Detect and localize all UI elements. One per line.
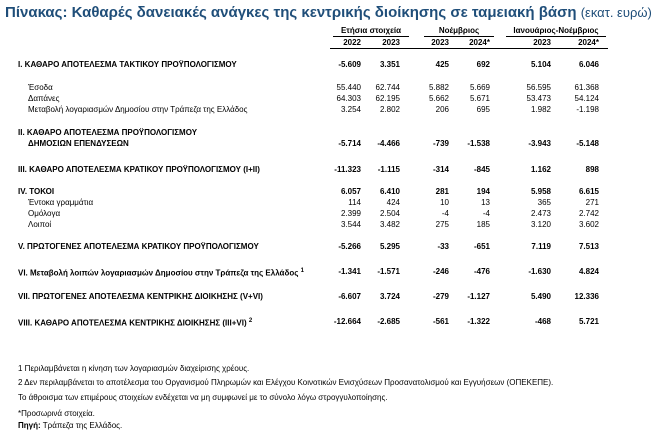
- header-jan-nov: Ιανουάριος-Νοέμβριος: [513, 26, 599, 35]
- cell: 5.104: [530, 60, 551, 69]
- row-label: [18, 316, 252, 329]
- row-label: V. ΠΡΩΤΟΓΕΝΕΣ ΑΠΟΤΕΛΕΣΜΑ ΚΡΑΤΙΚΟΥ ΠΡΟΫΠΟΛΟΓΙΣΜΟΥ: [18, 242, 259, 251]
- cell: 5.721: [578, 317, 599, 326]
- cell: 6.410: [379, 187, 400, 196]
- cell: 2.473: [530, 209, 551, 218]
- cell: -1.571: [377, 267, 400, 276]
- cell: 365: [537, 198, 551, 207]
- cell: 3.254: [340, 105, 361, 114]
- cell: -1.127: [467, 292, 490, 301]
- rounding-note: Το άθροισμα των επιμέρους στοιχείων ενδέχεται να μη συμφωνεί με το σύνολο λόγω στρογγυλοποίησης.: [18, 393, 388, 402]
- cell: 4.824: [578, 267, 599, 276]
- table-row-expenses: [0, 93, 666, 104]
- year-header: 2023: [431, 38, 449, 47]
- cell: -1.341: [338, 267, 361, 276]
- cell: 1.162: [530, 165, 551, 174]
- cell: 6.057: [340, 187, 361, 196]
- row-label: [18, 266, 304, 279]
- table-row-bonds: [0, 208, 666, 219]
- cell: -1.115: [377, 165, 400, 174]
- cell: 281: [435, 187, 449, 196]
- cell: 424: [386, 198, 400, 207]
- cell: 6.046: [578, 60, 599, 69]
- cell: 2.742: [578, 209, 599, 218]
- cell: 54.124: [574, 94, 599, 103]
- cell: 3.351: [379, 60, 400, 69]
- cell: 2.504: [379, 209, 400, 218]
- table-row-I: [0, 59, 666, 70]
- cell: 3.602: [578, 220, 599, 229]
- cell: -33: [437, 242, 449, 251]
- header-november: Νοέμβριος: [438, 26, 480, 35]
- cell: -4: [441, 209, 449, 218]
- cell: 185: [476, 220, 490, 229]
- cell: 10: [440, 198, 449, 207]
- table-row-II-label: [0, 127, 666, 138]
- footnote-2: 2 Δεν περιλαμβάνεται το αποτέλεσμα του Οργανισμού Πληρωμών και Ελέγχου Κοινοτικών Ενισχύσεων Προσανατολισμού και Εγγυήσεων (ΟΠΕΚΕΠΕ).: [18, 378, 554, 387]
- row-label: IV. ΤΟΚΟΙ: [18, 187, 55, 196]
- row-label: VII. ΠΡΩΤΟΓΕΝΕΣ ΑΠΟΤΕΛΕΣΜΑ ΚΕΝΤΡΙΚΗΣ ΔΙΟΙΚΗΣΗΣ (V+VI): [18, 292, 263, 301]
- page-title: [5, 4, 652, 21]
- cell: 3.544: [340, 220, 361, 229]
- cell: 271: [585, 198, 599, 207]
- table-row-VII: [0, 291, 666, 302]
- cell: -12.664: [333, 317, 361, 326]
- cell: 692: [476, 60, 490, 69]
- table-row-VIII: [0, 316, 666, 327]
- table-row-IV: [0, 186, 666, 197]
- cell: -2.685: [377, 317, 400, 326]
- cell: 3.724: [379, 292, 400, 301]
- table-row-III: [0, 164, 666, 175]
- cell: 62.195: [375, 94, 400, 103]
- row-label: Ομόλογα: [28, 209, 61, 218]
- header-underline-annual: [333, 36, 409, 37]
- footnote-mark: 1: [300, 268, 304, 274]
- table-row-other: [0, 219, 666, 230]
- row-label-text: VIII. ΚΑΘΑΡΟ ΑΠΟΤΕΛΕΣΜΑ ΚΕΝΤΡΙΚΗΣ ΔΙΟΙΚΗΣΗΣ (III+VI): [18, 318, 247, 328]
- cell: 5.958: [530, 187, 551, 196]
- cell: -561: [432, 317, 449, 326]
- footnote-1: 1 Περιλαμβάνεται η κίνηση των λογαριασμών διαχείρισης χρέους.: [18, 364, 250, 373]
- cell: 898: [585, 165, 599, 174]
- year-header: 2022: [343, 38, 361, 47]
- cell: 5.295: [379, 242, 400, 251]
- cell: 5.882: [428, 83, 449, 92]
- cell: -3.943: [528, 139, 551, 148]
- cell: 695: [476, 105, 490, 114]
- table-row-tbills: [0, 197, 666, 208]
- cell: 2.802: [379, 105, 400, 114]
- row-label: III. ΚΑΘΑΡΟ ΑΠΟΤΕΛΕΣΜΑ ΚΡΑΤΙΚΟΥ ΠΡΟΫΠΟΛΟΓΙΣΜΟΥ (I+II): [18, 165, 260, 174]
- cell: -1.630: [528, 267, 551, 276]
- cell: 114: [348, 198, 361, 207]
- cell: 3.120: [530, 220, 551, 229]
- cell: 425: [435, 60, 449, 69]
- cell: 64.303: [336, 94, 361, 103]
- row-label: Μεταβολή λογαριασμών Δημοσίου στην Τράπεζα της Ελλάδος: [28, 105, 248, 114]
- cell: 56.595: [526, 83, 551, 92]
- cell: -4.466: [377, 139, 400, 148]
- cell: 5.490: [530, 292, 551, 301]
- cell: -314: [432, 165, 449, 174]
- cell: 6.615: [578, 187, 599, 196]
- cell: 2.399: [340, 209, 361, 218]
- cell: 61.368: [574, 83, 599, 92]
- year-header: 2024*: [469, 38, 490, 47]
- table-row-account-change: [0, 104, 666, 115]
- cell: 5.669: [469, 83, 490, 92]
- source-text: Τράπεζα της Ελλάδος.: [40, 421, 123, 430]
- table-row-II: [0, 138, 666, 149]
- header-annual: Ετήσια στοιχεία: [340, 26, 402, 35]
- cell: -5.609: [338, 60, 361, 69]
- cell: -476: [473, 267, 490, 276]
- cell: -5.714: [338, 139, 361, 148]
- row-label: Λοιποί: [28, 220, 52, 229]
- source-label: Πηγή:: [18, 421, 41, 430]
- cell: -1.538: [467, 139, 490, 148]
- title-text: Πίνακας: Καθαρές δανειακές ανάγκες της κεντρικής διοίκησης σε ταμειακή βάση: [5, 4, 577, 21]
- cell: 12.336: [574, 292, 599, 301]
- row-label: Έσοδα: [28, 83, 53, 92]
- row-label: Δαπάνες: [28, 94, 60, 103]
- cell: 13: [481, 198, 490, 207]
- table-row-VI: [0, 266, 666, 277]
- year-header: 2023: [382, 38, 400, 47]
- cell: 53.473: [526, 94, 551, 103]
- row-label: II. ΚΑΘΑΡΟ ΑΠΟΤΕΛΕΣΜΑ ΠΡΟΫΠΟΛΟΓΙΣΜΟΥ: [18, 128, 198, 137]
- cell: -246: [432, 267, 449, 276]
- cell: 5.671: [469, 94, 490, 103]
- table-row-revenue: [0, 82, 666, 93]
- unit-label: (εκατ. ευρώ): [580, 5, 652, 20]
- cell: 1.982: [530, 105, 551, 114]
- cell: 275: [435, 220, 449, 229]
- cell: 206: [435, 105, 449, 114]
- cell: 194: [476, 187, 490, 196]
- cell: -6.607: [338, 292, 361, 301]
- header-bottom-rule: [330, 48, 608, 49]
- cell: -1.198: [576, 105, 599, 114]
- year-header: 2024*: [578, 38, 599, 47]
- footnote-mark: 2: [248, 318, 253, 324]
- header-underline-jan-nov: [506, 36, 606, 37]
- row-label-text: VI. Μεταβολή λοιπών λογαριασμών Δημοσίου στην Τράπεζα της Ελλάδος: [18, 268, 299, 278]
- cell: 7.119: [531, 242, 551, 251]
- cell: -279: [432, 292, 449, 301]
- table-row-V: [0, 241, 666, 252]
- cell: -468: [534, 317, 551, 326]
- cell: -651: [473, 242, 490, 251]
- header-underline-november: [424, 36, 494, 37]
- row-label-line2: ΔΗΜΟΣΙΩΝ ΕΠΕΝΔΥΣΕΩΝ: [28, 139, 129, 148]
- cell: -11.323: [334, 165, 361, 174]
- cell: -845: [473, 165, 490, 174]
- cell: 62.744: [375, 83, 400, 92]
- provisional-note: *Προσωρινά στοιχεία.: [18, 409, 95, 418]
- row-label: I. ΚΑΘΑΡΟ ΑΠΟΤΕΛΕΣΜΑ ΤΑΚΤΙΚΟΥ ΠΡΟΫΠΟΛΟΓΙΣΜΟΥ: [18, 60, 237, 69]
- cell: 7.513: [578, 242, 599, 251]
- cell: -5.148: [576, 139, 599, 148]
- row-label: Έντοκα γραμμάτια: [28, 198, 94, 207]
- cell: -739: [432, 139, 449, 148]
- source-note: [18, 421, 122, 430]
- cell: -5.266: [338, 242, 361, 251]
- cell: -1.322: [467, 317, 490, 326]
- cell: -4: [482, 209, 490, 218]
- year-header: 2023: [533, 38, 551, 47]
- cell: 3.482: [379, 220, 400, 229]
- cell: 5.662: [428, 94, 449, 103]
- cell: 55.440: [336, 83, 361, 92]
